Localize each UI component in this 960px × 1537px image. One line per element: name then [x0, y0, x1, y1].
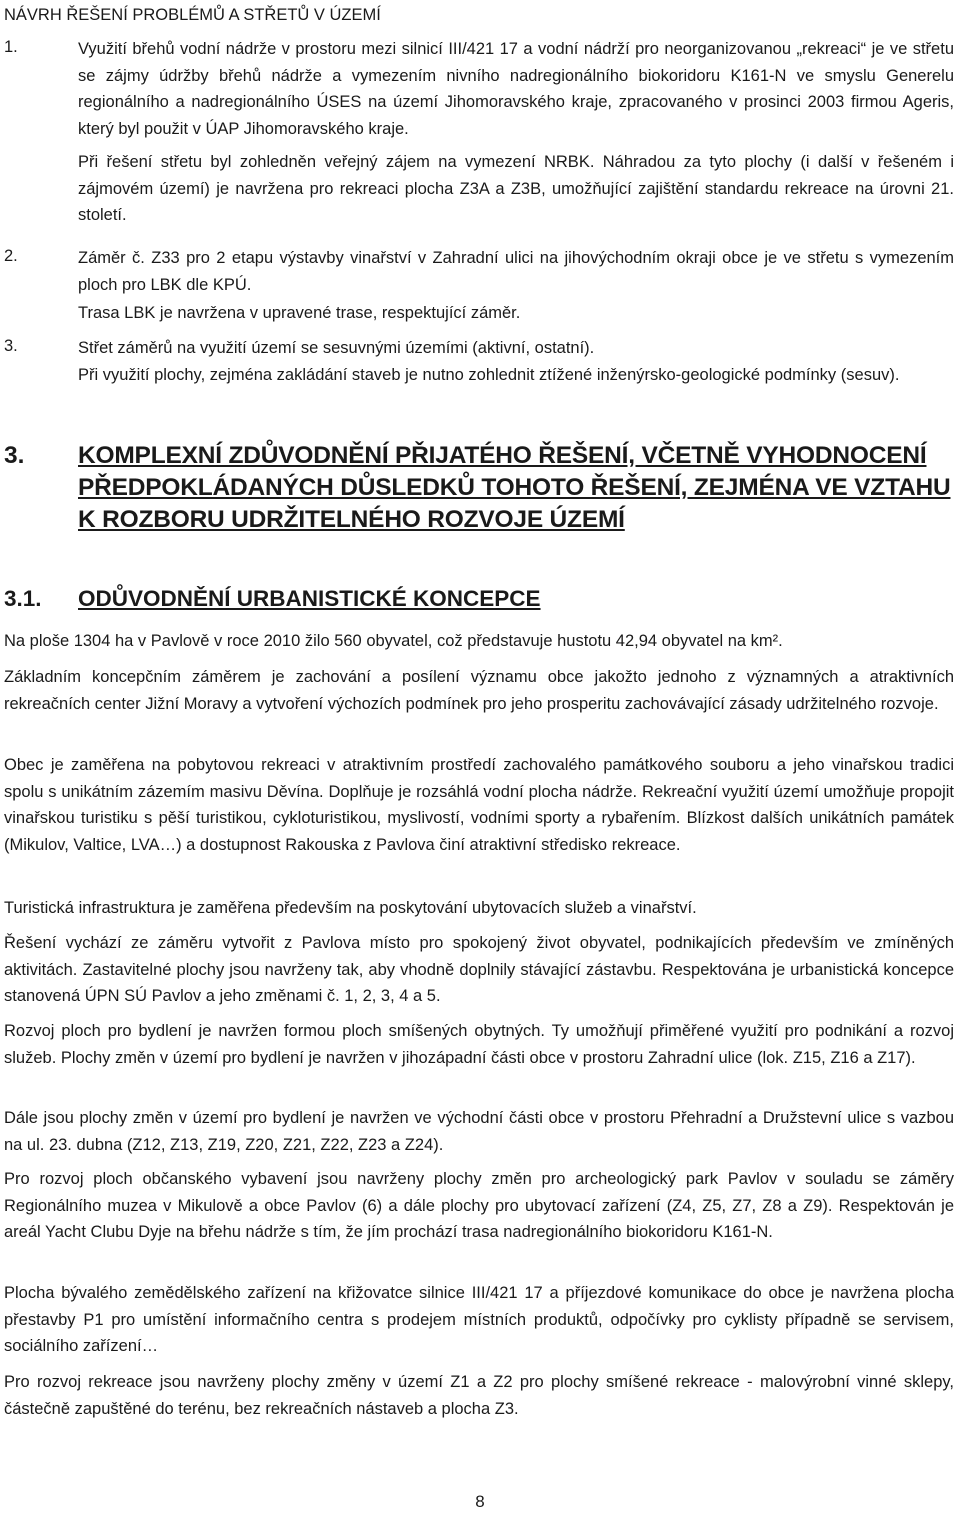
- item-paragraph: Střet záměrů na využití území se sesuvnými územími (aktivní, ostatní).: [78, 339, 595, 357]
- item-paragraph: Při řešení střetu byl zohledněn veřejný zájem na vymezení NRBK. Náhradou za tyto plochy (i další v řešeném i zájmovém území) je navržena pro rekreaci plocha Z3A a Z3B, umožňující zajištění standardu rekreace na úrovni 21. století.: [78, 153, 954, 224]
- body-paragraph: Rozvoj ploch pro bydlení je navržen formou ploch smíšených obytných. Ty umožňují přiměřené využití pro podnikání a rozvoj služeb. Plochy změn v území pro bydlení je navržen v jihozápadní části obce v prostoru Zahradní ulice (lok. Z15, Z16 a Z17).: [4, 1022, 954, 1067]
- item-paragraph: Trasa LBK je navržena v upravené trase, respektující záměr.: [78, 304, 521, 322]
- body-paragraph: Na ploše 1304 ha v Pavlově v roce 2010 žilo 560 obyvatel, což představuje hustotu 42,94 obyvatel na km².: [4, 632, 783, 650]
- item-number: 1.: [4, 38, 18, 56]
- subsection-number: 3.1.: [4, 586, 42, 611]
- body-paragraph: Pro rozvoj rekreace jsou navrženy plochy změny v území Z1 a Z2 pro plochy smíšené rekreace - malovýrobní vinné sklepy, částečně zapuštěné do terénu, bez rekreačních nástaveb a plocha Z3.: [4, 1373, 954, 1418]
- item-3: [78, 335, 954, 388]
- item-paragraph: Využití břehů vodní nádrže v prostoru mezi silnicí III/421 17 a vodní nádrží pro neorganizovanou „rekreaci“ je ve střetu se zájmy údržby břehů nádrže a vymezením nivního nadregionálního biokoridoru K161-N ve smyslu Generelu regionálního a nadregionálního ÚSES na území Jihomoravského kraje, zpracovaného v prosinci 2003 firmou Ageris, který byl použit v ÚAP Jihomoravského kraje.: [78, 40, 954, 138]
- item-1: [78, 36, 954, 229]
- item-number: 3.: [4, 337, 18, 355]
- item-paragraph: Při využití plochy, zejména zakládání staveb je nutno zohlednit ztížené inženýrsko-geologické podmínky (sesuv).: [78, 365, 900, 384]
- page-number: 8: [475, 1492, 485, 1511]
- body-paragraph: Základním koncepčním záměrem je zachování a posílení významu obce jakožto jednoho z významných a atraktivních rekreačních center Jižní Moravy a vytvoření výchozích podmínek pro jeho prosperitu zachovávající zásady udržitelného rozvoje.: [4, 668, 954, 713]
- item-2: [78, 245, 954, 327]
- section-number: 3.: [4, 442, 25, 469]
- item-paragraph: Záměr č. Z33 pro 2 etapu výstavby vinařství v Zahradní ulici na jihovýchodním okraji obce je ve střetu s vymezením ploch pro LBK dle KPÚ.: [78, 249, 954, 294]
- section-title: KOMPLEXNÍ ZDŮVODNĚNÍ PŘIJATÉHO ŘEŠENÍ, VČETNĚ VYHODNOCENÍ PŘEDPOKLÁDANÝCH DŮSLEDKŮ TOHOTO ŘEŠENÍ, ZEJMÉNA VE VZTAHU K ROZBORU UDRŽITELNÉHO ROZVOJE ÚZEMÍ: [78, 442, 951, 533]
- doc-heading: NÁVRH ŘEŠENÍ PROBLÉMŮ A STŘETŮ V ÚZEMÍ: [4, 6, 381, 24]
- body-paragraph: Turistická infrastruktura je zaměřena především na poskytování ubytovacích služeb a vinařství.: [4, 899, 697, 917]
- item-number: 2.: [4, 247, 18, 265]
- body-paragraph: Řešení vychází ze záměru vytvořit z Pavlova místo pro spokojený život obyvatel, podnikajících především ve zmíněných aktivitách. Zastavitelné plochy jsou navrženy tak, aby vhodně doplnily stávající zástavbu. Respektována je urbanistická koncepce stanovená ÚPN SÚ Pavlov a jeho změnami č. 1, 2, 3, 4 a 5.: [4, 934, 954, 1005]
- body-paragraph: Plocha bývalého zemědělského zařízení na křižovatce silnice III/421 17 a příjezdové komunikace do obce je navržena plocha přestavby P1 pro umístění informačního centra s prodejem místních produktů, odpočívky pro cyklisty případně se servisem, sociálního zařízení…: [4, 1284, 954, 1355]
- body-paragraph: Obec je zaměřena na pobytovou rekreaci v atraktivním prostředí zachovalého památkového souboru a jeho vinařskou tradici spolu s unikátním zázemím masivu Děvína. Doplňuje je rozsáhlá vodní plocha nádrže. Rekreační využití území umožňuje propojit vinařskou turistiku s pěší turistikou, cykloturistikou, myslivostí, vodními sporty a rybařením. Blízkost dalších unikátních památek (Mikulov, Valtice, LVA…) a dostupnost Rakouska z Pavlova činí atraktivní středisko rekreace.: [4, 756, 954, 854]
- body-paragraph: Pro rozvoj ploch občanského vybavení jsou navrženy plochy změn pro archeologický park Pavlov v souladu se záměry Regionálního muzea v Mikulově a obce Pavlov (6) a dále plochy pro ubytovací zařízení (Z4, Z5, Z7, Z8 a Z9). Respektován je areál Yacht Clubu Dyje na břehu nádrže s tím, že jím prochází trasa nadregionálního biokoridoru K161-N.: [4, 1170, 954, 1241]
- subsection-title: ODŮVODNĚNÍ URBANISTICKÉ KONCEPCE: [78, 586, 541, 611]
- body-paragraph: Dále jsou plochy změn v území pro bydlení je navržen ve východní části obce v prostoru Přehradní a Družstevní ulice s vazbou na ul. 23. dubna (Z12, Z13, Z19, Z20, Z21, Z22, Z23 a Z24).: [4, 1109, 954, 1154]
